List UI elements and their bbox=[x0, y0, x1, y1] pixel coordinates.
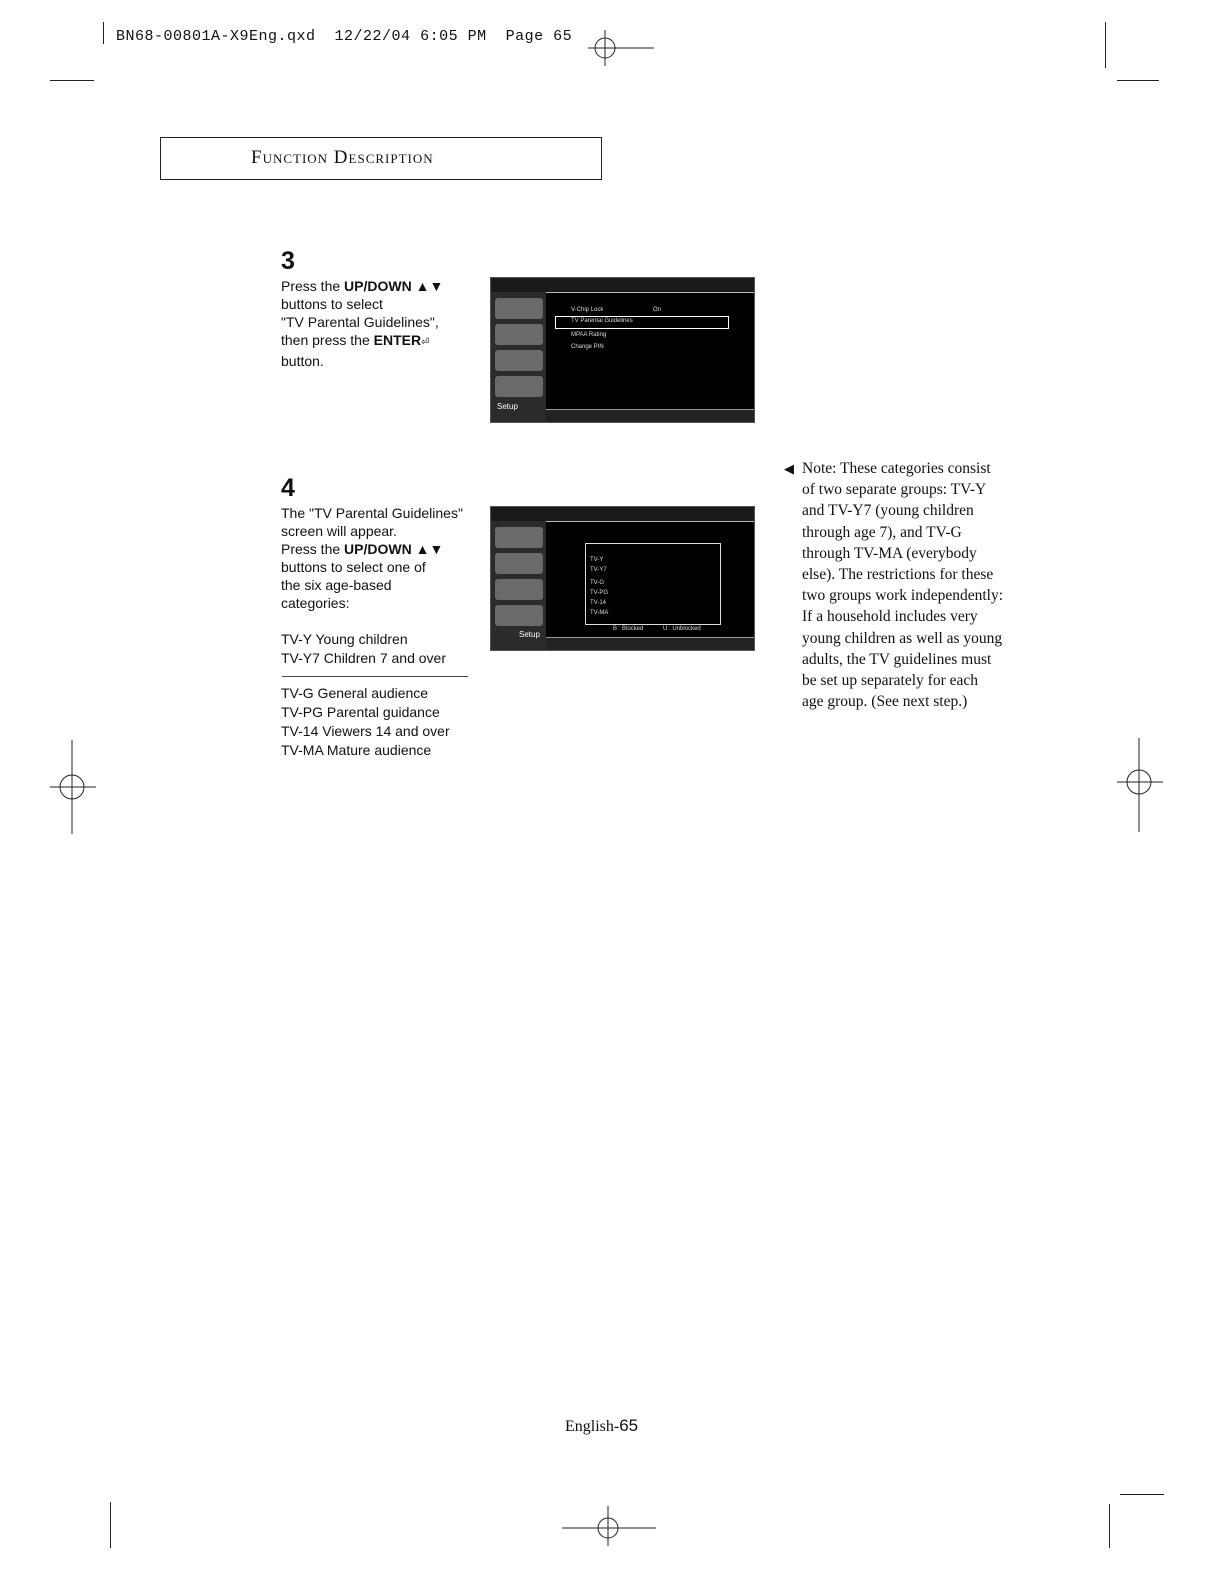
rating-row: TV-Y bbox=[590, 557, 604, 563]
print-slug: BN68-00801A-X9Eng.qxd 12/22/04 6:05 PM Page 65 bbox=[116, 28, 573, 45]
crop-mark bbox=[1117, 80, 1159, 81]
step-number-3: 3 bbox=[281, 247, 295, 275]
note-marker-icon: ◀ bbox=[784, 461, 794, 476]
sound-icon bbox=[495, 350, 543, 371]
registration-mark-icon bbox=[588, 30, 654, 66]
crop-mark bbox=[50, 80, 94, 81]
channel-icon bbox=[495, 605, 543, 626]
crop-mark bbox=[1120, 1494, 1164, 1495]
setup-label: Setup bbox=[519, 630, 540, 639]
group-divider bbox=[282, 676, 468, 677]
category-group-young: TV-Y Young children TV-Y7 Children 7 and over bbox=[281, 631, 446, 666]
sound-icon bbox=[495, 579, 543, 600]
channel-icon bbox=[495, 376, 543, 397]
tv-screen-parental-menu bbox=[490, 277, 755, 423]
category-group-general: TV-G General audience TV-PG Parental guidance TV-14 Viewers 14 and over TV-MA Mature audience bbox=[281, 685, 450, 758]
menu-item-vchip: V-Chip Lock bbox=[571, 307, 604, 313]
crop-mark bbox=[1105, 22, 1106, 68]
rating-row: TV-G bbox=[590, 580, 605, 586]
rating-row: TV-MA bbox=[590, 610, 609, 616]
registration-mark-icon bbox=[1117, 738, 1163, 832]
registration-mark-icon bbox=[50, 740, 96, 834]
input-icon bbox=[495, 298, 543, 319]
crop-mark bbox=[1109, 1504, 1110, 1548]
rating-row: TV-14 bbox=[590, 600, 607, 606]
menu-item-tv-parental: TV Parental Guidelines bbox=[571, 318, 633, 324]
legend-unblocked: U : Unblocked bbox=[663, 626, 701, 632]
step-4-instructions: The "TV Parental Guidelines" screen will appear. Press the UP/DOWN ▲▼ buttons to select one of the six age-based categories: bbox=[281, 505, 463, 611]
section-header bbox=[160, 137, 602, 180]
menu-item-mpaa: MPAA Rating bbox=[571, 332, 607, 338]
menu-item-change-pin: Change PIN bbox=[571, 344, 604, 350]
input-icon bbox=[495, 527, 543, 548]
note-text: Note: These categories consist of two separate groups: TV-Y and TV-Y7 (young children through age 7), and TV-G through TV-MA (everybody else). The restrictions for these two groups work independently: If a household includes very young children as well as young adults, the TV guidelines must be set up separately for each age group. (See next step.) bbox=[802, 460, 1004, 711]
rating-row: TV-PG bbox=[590, 590, 609, 596]
legend-blocked: B : Blocked bbox=[613, 626, 644, 632]
crop-mark bbox=[103, 22, 104, 44]
crop-mark bbox=[110, 1502, 111, 1548]
vchip-value: On bbox=[653, 307, 662, 313]
picture-icon bbox=[495, 324, 543, 345]
registration-mark-icon bbox=[562, 1506, 656, 1546]
page-footer: English-65 bbox=[565, 1416, 639, 1435]
step-number-4: 4 bbox=[281, 474, 295, 502]
tv-screen-parental-guidelines bbox=[490, 506, 755, 651]
section-title: Function Description bbox=[251, 147, 434, 168]
setup-label: Setup bbox=[497, 402, 518, 411]
rating-row: TV-Y7 bbox=[590, 567, 607, 573]
picture-icon bbox=[495, 553, 543, 574]
step-3-instructions: Press the UP/DOWN ▲▼ buttons to select "TV Parental Guidelines", then press the ENTER⏎ button. bbox=[281, 278, 444, 369]
